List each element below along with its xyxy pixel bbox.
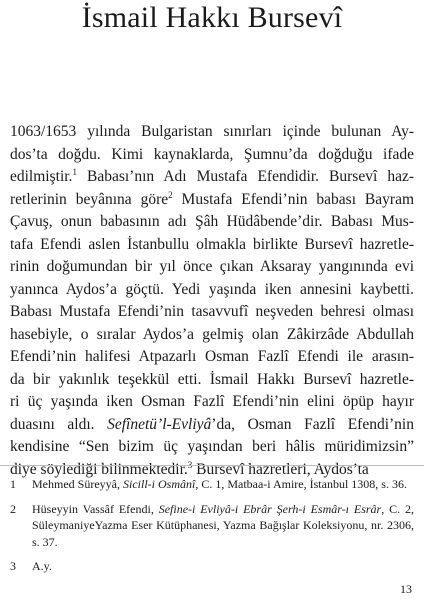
- text-run: tafa Efendi aslen İstanbullu olmakla birlikte Bursevî hazretle-: [10, 235, 414, 253]
- text-line: [10, 391, 414, 414]
- footnote-item: [10, 476, 414, 493]
- text-run: rinin doğumundan bir yıl önce çıkan Aksaray yangınında evi: [10, 258, 414, 275]
- text-run: retlerinin beyânına göre: [10, 190, 169, 208]
- page-title: İsmail Hakkı Bursevî: [81, 1, 343, 34]
- text-run: , C. 2, SüleymaniyeYazma Eser Kütüphanesi, Yazma Bağışlar Koleksiyonu, nr. 2306, s. 37.: [32, 501, 414, 549]
- text-run: Babası Mustafa Efendi’nin tasavvufî neşveden behresi olması: [10, 303, 414, 320]
- text-line: [10, 256, 414, 279]
- text-run: yanınca Aydos’a göçtü. Yedi yaşında iken annesini kaybetti.: [10, 280, 414, 298]
- text-line: [10, 166, 414, 189]
- text-line: [10, 414, 414, 437]
- book-title-italic: Sicill-i Osmânî: [122, 477, 196, 491]
- footnote-number: 3: [10, 559, 16, 573]
- text-run: hasebiyle, o sıralar Aydos’a gelmiş olan Zâkirzâde Abdullah: [10, 325, 414, 343]
- footnote-text: [32, 476, 414, 493]
- footnote-divider: [0, 465, 424, 466]
- text-run: 1063/1653 yılında Bulgaristan sınırları içinde bulunan Ay-: [10, 123, 414, 140]
- text-line: [10, 279, 414, 302]
- text-run: Mustafa Efendi’nin babası Bayram: [172, 190, 414, 208]
- text-run: duasını aldı.: [10, 415, 108, 433]
- footnote-text: [32, 558, 414, 575]
- footnote-number: 2: [10, 501, 16, 516]
- text-line: [10, 234, 414, 257]
- page-number: 13: [400, 582, 412, 596]
- text-run: ’da, Osman Fazlî Efendi’nin: [211, 415, 414, 433]
- footnotes: [10, 476, 414, 583]
- text-run: Babası’nın Adı Mustafa Efendidir. Bursevî haz-: [76, 168, 414, 185]
- book-title-italic: Sefînetü’l-Evliyâ: [107, 415, 212, 433]
- text-line: [10, 436, 414, 459]
- text-run: Bursevî hazretleri, Aydos’ta: [192, 460, 369, 478]
- text-line: [10, 189, 414, 212]
- text-run: edilmiştir.: [10, 168, 73, 185]
- text-line: [10, 211, 414, 234]
- text-run: A.y.: [32, 559, 52, 573]
- text-line: [10, 324, 414, 347]
- text-line: [10, 144, 414, 167]
- text-line: [10, 121, 414, 144]
- footnote-number: 1: [10, 477, 16, 491]
- text-run: Hüseyyin Vassâf Efendi,: [32, 501, 159, 516]
- text-line: [10, 346, 414, 369]
- footnote-ref: 1: [72, 166, 77, 177]
- book-title-italic: Sefine-i Evliyâ-i Ebrâr Şerh-i Esmâr-ı Esrâr: [158, 501, 382, 516]
- text-run: , C. 1, Matbaa-i Amire, İstanbul 1308, s. 36.: [195, 477, 407, 491]
- text-run: ri üç yaşında iken Osman Fazlî Efendi’nin elini öpüp hayır: [10, 393, 414, 410]
- footnote-ref: 3: [187, 459, 193, 470]
- text-run: dos’ta doğdu. Kimi kaynaklarda, Şumnu’da doğduğu ifade: [10, 145, 414, 163]
- text-line: [10, 369, 414, 392]
- text-run: Mehmed Süreyyâ,: [32, 477, 123, 491]
- text-run: diye söylediği bilinmektedir.: [10, 460, 188, 478]
- text-line: [10, 301, 414, 324]
- text-run: Efendi’nin halifesi Atpazarlı Osman Fazlî Efendi ile arasın-: [10, 348, 414, 365]
- footnote-text: [32, 501, 414, 551]
- footnote-item: [10, 558, 414, 575]
- text-run: kendisine “Sen bizim üç yaşından beri hâlis müridimizsin”: [10, 438, 414, 455]
- text-run: Çavuş, onun babasının adı Şâh Hüdâbende’dir. Babası Mus-: [10, 213, 414, 230]
- footnote-ref: 2: [168, 189, 173, 200]
- text-run: da bir yakınlık teşekkül etti. İsmail Hakkı Bursevî hazretle-: [10, 370, 414, 388]
- footnote-item: [10, 501, 414, 551]
- body-text: [10, 121, 414, 481]
